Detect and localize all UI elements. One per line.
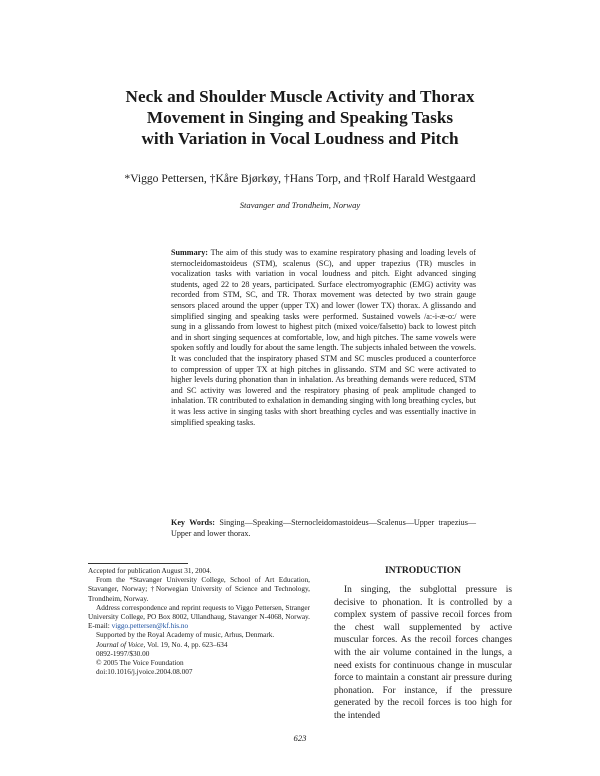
footnote-journal xyxy=(88,641,310,650)
abstract-text: The aim of this study was to examine respiratory phasing and loading levels of sternocleidomastoideus (STM), scalenus (SC), and upper trapezius (TR) muscles in vocalization tasks with variation in vocal loudness and pitch. Eight advanced singing students, aged 22 to 28 years, participated. Surface electromyographic (EMG) activity was recorded from STM, SC, and TR. Thorax movement was detected by two strain gauge sensors placed around the upper (upper TX) and lower (lower TX) thorax. A glissando and simplified singing and speaking tasks were performed. Sustained vowels /a:-i-æ-o:/ were sung in a glissando from lowest to highest pitch (mixed voice/falsetto) back to lowest pitch and in short singing sequences at comfortable, low, and high pitches. The same vowels were spoken softly and loudly for about the same length. The subjects inhaled between the vowels. It was concluded that the inspiratory phased STM and SC muscles produced a counterforce to compression of upper TX at high pitches in glissando. STM and SC were activated to higher levels during phonation than in inhalation. As breathing demands were reduced, STM and SC activity was lowered and the respiratory phasing of peak amplitude changed to inhalation. TR contributed to exhalation in demanding singing with long breathing cycles, but it was less active in singing tasks with short breathing cycles and was essentially inactive in simplified speaking tasks. xyxy=(171,248,477,427)
keywords-text: Singing—Speaking—Sternocleidomastoideus—Scalenus—Upper trapezius—Upper and lower thorax. xyxy=(171,518,476,538)
footnote-address xyxy=(88,604,310,632)
footnote-copyright: © 2005 The Voice Foundation xyxy=(96,659,184,668)
footnote-support: Supported by the Royal Academy of music, Arhus, Denmark. xyxy=(96,631,275,640)
footnote-divider xyxy=(88,563,188,564)
title-line-3: with Variation in Vocal Loudness and Pitch xyxy=(141,129,459,148)
email-link[interactable]: viggo.pettersen@kf.his.no xyxy=(111,622,189,631)
footnote-doi: doi:10.1016/j.jvoice.2004.08.007 xyxy=(96,668,193,677)
footnote-accepted: Accepted for publication August 31, 2004. xyxy=(88,567,212,575)
introduction-text: In singing, the subglottal pressure is decisive to phonation. It is controlled by a complex system of passive recoil forces from the chest wall supplemented by active muscular forces. As the recoil forces changes with the air volume contained in the lungs, a need exists for continuous change in muscular force to maintain a constant air pressure during phonation. For instance, if the pressure generated by the recoil forces is too high for the intended xyxy=(334,585,512,721)
title-line-1: Neck and Shoulder Muscle Activity and Thorax xyxy=(125,87,475,106)
paper-title xyxy=(60,86,540,149)
keywords-label: Key Words: xyxy=(171,518,215,527)
affiliation: Stavanger and Trondheim, Norway xyxy=(239,200,361,210)
footnotes xyxy=(88,567,310,677)
footnote-issn: 0892-1997/$30.00 xyxy=(96,649,150,658)
title-line-2: Movement in Singing and Speaking Tasks xyxy=(146,108,454,127)
introduction-heading: INTRODUCTION xyxy=(384,566,461,576)
footnote-address-text: Address correspondence and reprint requests to Viggo Pettersen, Stranger University College, PO Box 8002, Ullandhaug, Stavanger N-4068, Norway. E-mail: xyxy=(88,603,310,631)
footnote-affiliations: From the *Stavanger University College, School of Art Education, Stavanger, Norway; †Norwegian University of Science and Technology, Trondheim, Norway. xyxy=(88,576,310,603)
journal-name: Journal of Voice, xyxy=(96,640,146,649)
abstract-label: Summary: xyxy=(171,248,209,257)
author-list: *Viggo Pettersen, †Kåre Bjørkøy, †Hans Torp, and †Rolf Harald Westgaard xyxy=(124,172,476,185)
page-number: 623 xyxy=(293,733,307,743)
journal-detail: Vol. 19, No. 4, pp. 623–634 xyxy=(147,640,228,649)
keywords xyxy=(171,518,476,539)
abstract xyxy=(171,248,476,428)
